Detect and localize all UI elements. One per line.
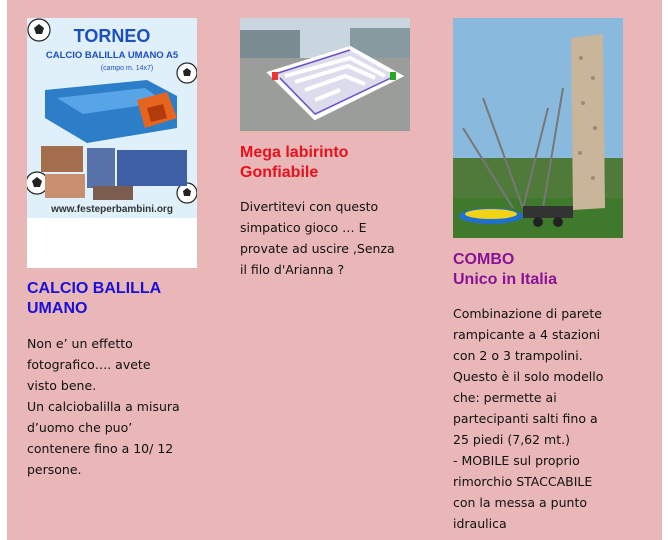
calcio-balilla-description: Non e’ un effetto fotografico…. avete visto bene. Un calciobalilla a misura d’uomo che puo’ contenere fino a 10/ 12 persone. bbox=[27, 336, 180, 477]
calcio-balilla-heading: CALCIO BALILLA UMANO bbox=[27, 280, 162, 317]
soccer-ball-icon bbox=[28, 19, 50, 41]
labyrinth-image bbox=[240, 18, 410, 131]
combo-description: Combinazione di parete rampicante a 4 stazioni con 2 o 3 trampolini. Questo è il solo modello che: permette ai partecipanti salti fino a 25 piedi (7,62 mt.) - MOBILE sul proprio rimorchio STACCABILE con la messa a punto idraulica bbox=[453, 306, 604, 531]
labyrinth-graphic bbox=[240, 18, 410, 131]
labirinto-heading: Mega labirinto Gonfiabile bbox=[240, 144, 349, 181]
calcio-balilla-poster-image bbox=[27, 18, 197, 268]
combo-heading: COMBO Unico in Italia bbox=[453, 251, 558, 288]
poster-graphic bbox=[27, 18, 197, 268]
poster-website: www.festeperbambini.org bbox=[51, 204, 173, 215]
poster-title: TORNEO bbox=[73, 26, 151, 46]
labirinto-description: Divertitevi con questo simpatico gioco … E provate ad uscire ,Senza il filo d'Arianna ? bbox=[240, 199, 395, 277]
combo-climbing-wall-image bbox=[453, 18, 623, 238]
poster-subtitle: CALCIO BALILLA UMANO A5 bbox=[45, 50, 179, 61]
poster-size-note: (campo m. 14x7) bbox=[100, 65, 154, 72]
combo-graphic bbox=[453, 18, 623, 238]
